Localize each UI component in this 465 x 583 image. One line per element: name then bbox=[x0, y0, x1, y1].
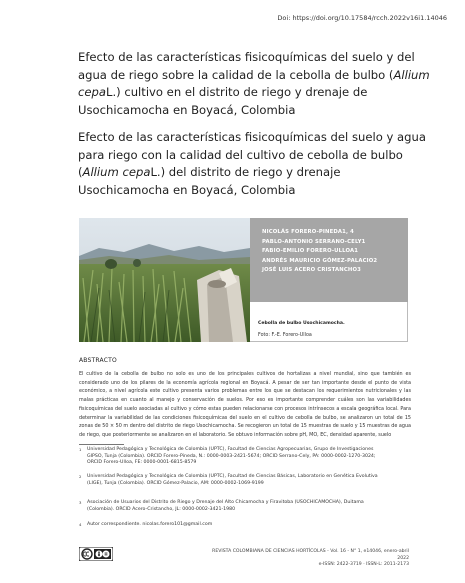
title-es-species: Allium cepa bbox=[78, 67, 430, 99]
journal-issn: e-ISSN: 2422-3719 · ISSN-L: 2011-2173 bbox=[318, 562, 409, 567]
photo-caption-title: Cebolla de bulbo Usochicamocha. bbox=[258, 321, 345, 326]
footnote-number: 4 bbox=[79, 522, 82, 527]
footnote bbox=[79, 474, 379, 487]
author-name: FABIO-EMILIO FORERO-ULLOA1 bbox=[262, 248, 359, 255]
journal-footer bbox=[209, 549, 409, 569]
cc-by-badge-icon bbox=[79, 547, 113, 561]
author-name: PABLO-ANTONIO SERRANO-CELY1 bbox=[262, 238, 366, 245]
title-en-part1: Efecto de las características fisicoquímicas del suelo y agua para riego con la calidad del cultivo de cebolla de bulbo ( bbox=[78, 130, 426, 179]
footnote-text: Universidad Pedagógica y Tecnológica de Colombia (UPTC), Facultad de Ciencias Agropecuarias, Grupo de Investigaciones GIPSO, Tunja (Colombia). ORCID Forero-Pineda, N.: 0000-0003-2421-5674; ORCID Serrano-Cely, PA: 0000-0002-1270-3024; ORCID Forero-Ulloa, FE: 0000-0001-6815-8579 bbox=[87, 447, 376, 466]
creative-commons-icon[interactable] bbox=[79, 546, 113, 560]
footnote-number: 3 bbox=[79, 500, 82, 505]
footnote bbox=[79, 522, 379, 529]
abstract-text: El cultivo de la cebolla de bulbo no solo es uno de los principales cultivos de hortalizas a nivel mundial, sino que también es considerado uno de los pilares de la economía agrícola regional en Boyacá. A pesar de ser tan importante desde el punto de vista económico, a nivel agrícola este cultivo presenta varios problemas entre los que se destacan los requerimientos nutricionales y las malas prácticas en cuanto al manejo y conservación de suelos. Por eso es importante comprender cuáles son las variabilidades fisicoquímicas del suelo asociadas al cultivo y cómo estas pueden relacionarse con procesos intrínsecos a escala geográfica local. Para determinar la variabilidad de las condiciones fisicoquímicas del suelo en el cultivo de cebolla de bulbo, se analizaron un total de 15 zonas de 50 × 50 m dentro del distrito de riego Usochicamocha. Se recogieron un total de 15 muestras de suelo y 15 muestras de agua de riego, que posteriormente se analizaron en el laboratorio. Se obtuvo información sobre pH, MO, EC, densidad aparente, suelo bbox=[79, 371, 411, 438]
footnote bbox=[79, 500, 379, 513]
photo-credit: Foto: F.-E. Forero-Ulloa bbox=[258, 333, 312, 338]
doi-link[interactable]: Doi: https://doi.org/10.17584/rcch.2022v16i1.14046 bbox=[277, 14, 447, 22]
journal-citation: REVISTA COLOMBIANA DE CIENCIAS HORTÍCOLAS - Vol. 16 - N° 1, e14046, enero-abril 2022 bbox=[212, 549, 409, 561]
article-title-spanish bbox=[78, 49, 435, 119]
footnote bbox=[79, 447, 379, 467]
title-es-part2: L.) cultivo en el distrito de riego y drenaje de Usochicamocha en Boyacá, Colombia bbox=[78, 85, 368, 117]
onion-field-photo bbox=[79, 218, 250, 342]
authors-panel bbox=[250, 218, 408, 302]
footnote-text: Autor correspondiente. nicolas.forero101@gmail.com bbox=[87, 522, 213, 527]
article-title-secondary bbox=[78, 129, 435, 199]
footnote-divider bbox=[79, 444, 124, 445]
onion-field-image bbox=[79, 218, 250, 342]
title-en-part2: L.) del distrito de riego y drenaje Usochicamocha en Boyacá, Colombia bbox=[78, 165, 341, 197]
abstract-heading: ABSTRACTO bbox=[79, 357, 117, 364]
footnote-text: Universidad Pedagógica y Tecnológica de Colombia (UPTC), Facultad de Ciencias Básicas, Laboratorio en Genética Evolutiva (LIGE), Tunja (Colombia). ORCID Gómez-Palacio, AM: 0000-0002-1069-9199 bbox=[87, 474, 378, 486]
author-name: NICOLÁS FORERO-PINEDA1, 4 bbox=[262, 229, 355, 235]
footnote-number: 2 bbox=[79, 474, 82, 479]
author-name: JOSÉ LUIS ACERO CRISTANCHO3 bbox=[262, 267, 361, 274]
title-en-species: Allium cepa bbox=[82, 165, 151, 179]
author-name: ANDRÉS MAURICIO GÓMEZ-PALACIO2 bbox=[262, 257, 378, 264]
footnote-text: Asociación de Usuarios del Distrito de Riego y Drenaje del Alto Chicamocha y Firavitoba (USOCHICAMOCHA), Duitama (Colombia). ORCID Acero-Cristancho, JL: 0000-0002-3421-1980 bbox=[87, 500, 364, 512]
title-es-part1: Efecto de las características fisicoquímicas del suelo y del agua de riego sobre la calidad de la cebolla de bulbo ( bbox=[78, 50, 415, 82]
footnote-number: 1 bbox=[79, 447, 82, 452]
